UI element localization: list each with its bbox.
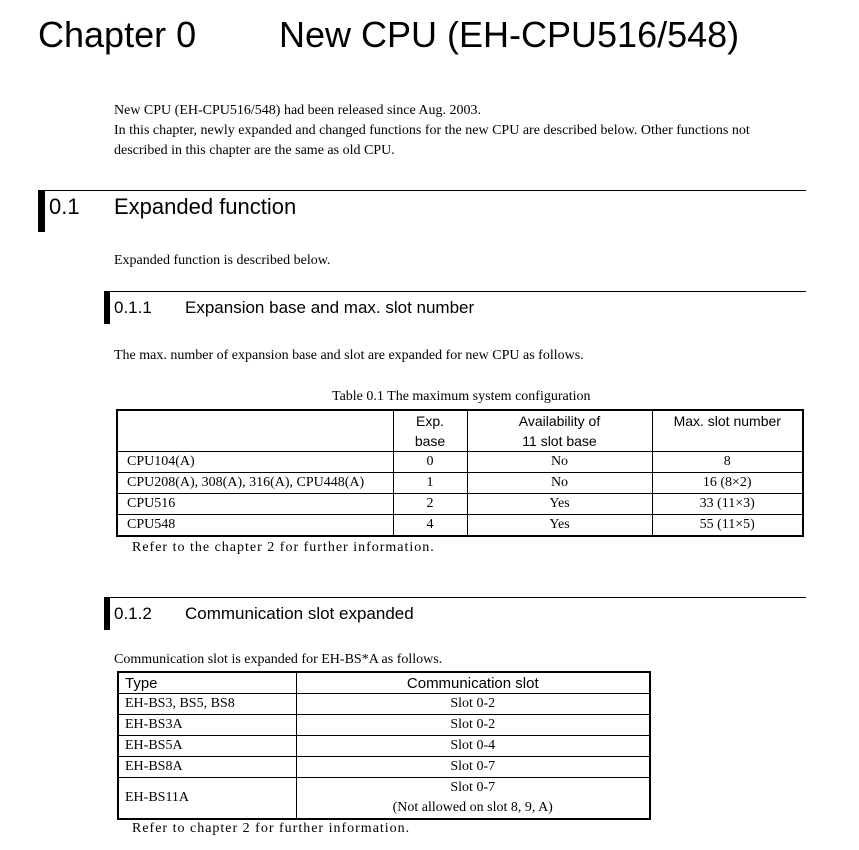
subsection-rule <box>104 597 806 598</box>
section-rule <box>38 190 806 191</box>
chapter-number: Chapter 0 <box>38 14 197 55</box>
cell-availability: Yes <box>467 515 652 537</box>
subsection-text: The max. number of expansion base and slot are expanded for new CPU as follows. <box>114 348 584 363</box>
communication-slot-table <box>117 671 651 820</box>
max-configuration-table <box>116 409 804 537</box>
header-type: Type <box>118 672 296 694</box>
table-row <box>117 473 803 494</box>
intro-line-1: New CPU (EH-CPU516/548) had been released since Aug. 2003. <box>114 103 482 118</box>
header-exp-base <box>393 410 467 452</box>
cell-availability: Yes <box>467 494 652 515</box>
cell-cpu: CPU208(A), 308(A), 316(A), CPU448(A) <box>117 473 393 494</box>
cell-cpu: CPU104(A) <box>117 452 393 473</box>
cell-exp-base: 2 <box>393 494 467 515</box>
table-header-row <box>118 672 650 694</box>
subsection-number: 0.1.2 <box>114 604 152 623</box>
cell-type: EH-BS8A <box>118 757 296 778</box>
table-row <box>117 452 803 473</box>
cell-max-slot: 33 (11×3) <box>652 494 803 515</box>
subsection-text: Communication slot is expanded for EH-BS*A as follows. <box>114 652 443 667</box>
table-row <box>118 715 650 736</box>
section-marker-bar <box>38 190 45 232</box>
cell-cpu: CPU516 <box>117 494 393 515</box>
table-row <box>117 494 803 515</box>
section-title: Expanded function <box>114 194 297 219</box>
subsection-marker-bar <box>104 597 110 630</box>
cell-type: EH-BS5A <box>118 736 296 757</box>
header-cpu-blank <box>117 410 393 452</box>
cell-slot: Slot 0-2 <box>296 694 650 715</box>
table-caption: Table 0.1 The maximum system configuration <box>332 389 591 404</box>
subsection-number: 0.1.1 <box>114 298 152 317</box>
cell-max-slot: 16 (8×2) <box>652 473 803 494</box>
header-avail-line2: 11 slot base <box>522 433 597 449</box>
header-max-slot: Max. slot number <box>652 410 803 452</box>
section-text: Expanded function is described below. <box>114 253 331 268</box>
subsection-title: Expansion base and max. slot number <box>185 298 475 317</box>
cell-slot-line2: (Not allowed on slot 8, 9, A) <box>392 800 553 815</box>
intro-line-3: described in this chapter are the same as old CPU. <box>114 143 395 158</box>
cell-availability: No <box>467 473 652 494</box>
header-exp-line1: Exp. <box>415 413 444 429</box>
section-number: 0.1 <box>49 194 80 219</box>
cell-type: EH-BS3, BS5, BS8 <box>118 694 296 715</box>
chapter-title: New CPU (EH-CPU516/548) <box>279 14 740 55</box>
table-row <box>118 736 650 757</box>
table-row <box>117 515 803 537</box>
cell-exp-base: 4 <box>393 515 467 537</box>
cell-availability: No <box>467 452 652 473</box>
table-row <box>118 778 650 820</box>
subsection-title: Communication slot expanded <box>185 604 414 623</box>
cell-type: EH-BS11A <box>118 778 296 820</box>
cell-type: EH-BS3A <box>118 715 296 736</box>
cell-slot: Slot 0-2 <box>296 715 650 736</box>
cell-max-slot: 8 <box>652 452 803 473</box>
cell-slot: Slot 0-7 <box>296 757 650 778</box>
table-note: Refer to the chapter 2 for further information. <box>132 540 435 555</box>
cell-slot <box>296 778 650 820</box>
table-note: Refer to chapter 2 for further information. <box>132 821 411 836</box>
table-row <box>118 694 650 715</box>
header-avail-line1: Availability of <box>518 413 601 429</box>
intro-line-2: In this chapter, newly expanded and changed functions for the new CPU are described below. Other functions not <box>114 123 750 138</box>
cell-exp-base: 1 <box>393 473 467 494</box>
cell-cpu: CPU548 <box>117 515 393 537</box>
cell-slot: Slot 0-4 <box>296 736 650 757</box>
subsection-rule <box>104 291 806 292</box>
table-row <box>118 757 650 778</box>
table-header-row <box>117 410 803 452</box>
cell-slot-line1: Slot 0-7 <box>450 780 496 795</box>
subsection-marker-bar <box>104 291 110 324</box>
header-availability <box>467 410 652 452</box>
header-communication-slot: Communication slot <box>296 672 650 694</box>
header-exp-line2: base <box>414 433 446 449</box>
cell-exp-base: 0 <box>393 452 467 473</box>
cell-max-slot: 55 (11×5) <box>652 515 803 537</box>
